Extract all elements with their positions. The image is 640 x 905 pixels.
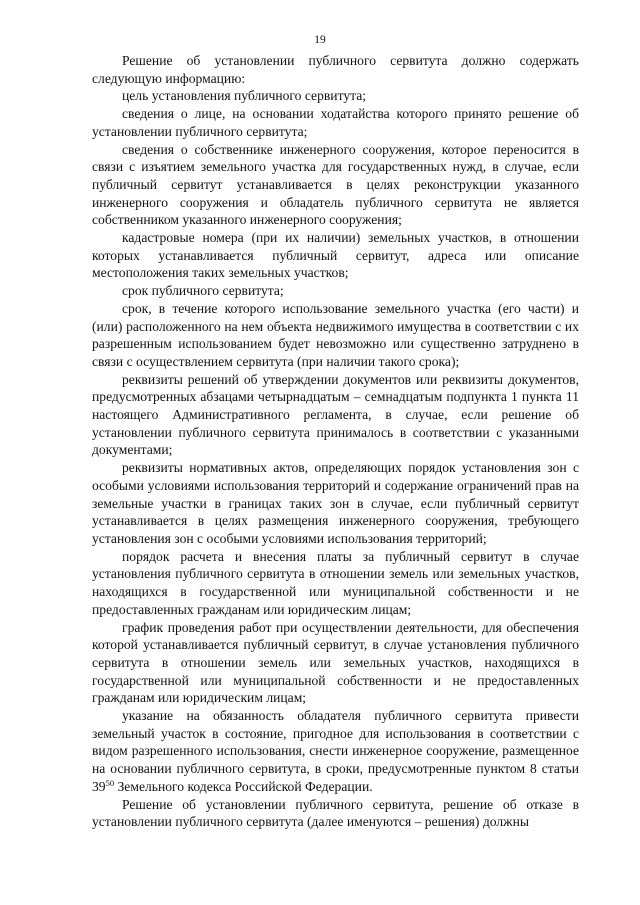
paragraph-applicant: сведения о лице, на основании ходатайства которого принято решение об установлении публичного сервитута;: [92, 106, 579, 139]
paragraph-purpose: цель установления публичного сервитута;: [122, 88, 367, 104]
paragraph-decision-details: реквизиты решений об утверждении документов или реквизиты документов, предусмотренных абзацами четырнадцатым – семнадцатым подпункта 1 пункта 11 настоящего Административного регламента, в случае, если решение об установлении публичного сервитута принималось в соответствии с указанными документами;: [92, 371, 579, 458]
paragraph-owner: сведения о собственнике инженерного сооружения, которое переносится в связи с изъятием земельного участка для государственных нужд, в случае, если публичный сервитут устанавливается в целях реконструкции указанного инженерного сооружения и обладатель публичного сервитута не является собственником указанного инженерного сооружения;: [92, 141, 579, 228]
paragraph-work-schedule: график проведения работ при осуществлении деятельности, для обеспечения которой устанавливается публичный сервитут, в случае установления публичного сервитута в отношении земель или земельных участков, находящихся в государственной или муниципальной собственности и не предоставленных гражданам или юридическим лицам;: [92, 619, 579, 706]
paragraph-intro: Решение об установлении публичного сервитута должно содержать следующую информацию:: [92, 53, 579, 86]
paragraph-normative-acts: реквизиты нормативных актов, определяющих порядок установления зон с особыми условиями использования территорий и содержание ограничений прав на земельные участки в границах таких зон в случае, если публичный сервитут устанавливается в целях размещения инженерного сооружения, требующего установления зон с особыми условиями использования территорий;: [92, 460, 579, 546]
obligation-text: указание на обязанность обладателя публичного сервитута привести земельный участок в состояние, пригодное для использования в соответствии с видом разрешенного использования, снести инженерное сооружение, размещенное на основании публичного сервитута, в сроки, предусмотренные пунктом 8 статьи 39: [92, 708, 579, 794]
paragraph-restriction-term: срок, в течение которого использование земельного участка (его части) и (или) расположенного на нем объекта недвижимого имущества в соответствии с их разрешенным использованием будет невозможно или существенно затруднено в связи с осуществлением сервитута (при наличии такого срока);: [92, 300, 579, 369]
paragraph-decisions: Решение об установлении публичного сервитута, решение об отказе в установлении публичного сервитута (далее именуются – решения) должны: [92, 796, 579, 830]
paragraph-obligation: [92, 707, 579, 796]
document-body: [92, 52, 579, 831]
paragraph-cadastral: кадастровые номера (при их наличии) земельных участков, в отношении которых устанавливается публичный сервитут, адреса или описание местоположения таких земельных участков;: [92, 230, 579, 281]
obligation-text-end: Земельного кодекса Российской Федерации.: [114, 778, 373, 794]
page-number: 19: [314, 34, 326, 46]
article-superscript: 50: [105, 777, 115, 788]
paragraph-term: срок публичного сервитута;: [122, 283, 284, 299]
paragraph-payment: порядок расчета и внесения платы за публичный сервитут в случае установления публичного сервитута в отношении земель или земельных участков, находящихся в государственной или муниципальной собственности и не предоставленных гражданам или юридическим лицам;: [92, 548, 579, 617]
